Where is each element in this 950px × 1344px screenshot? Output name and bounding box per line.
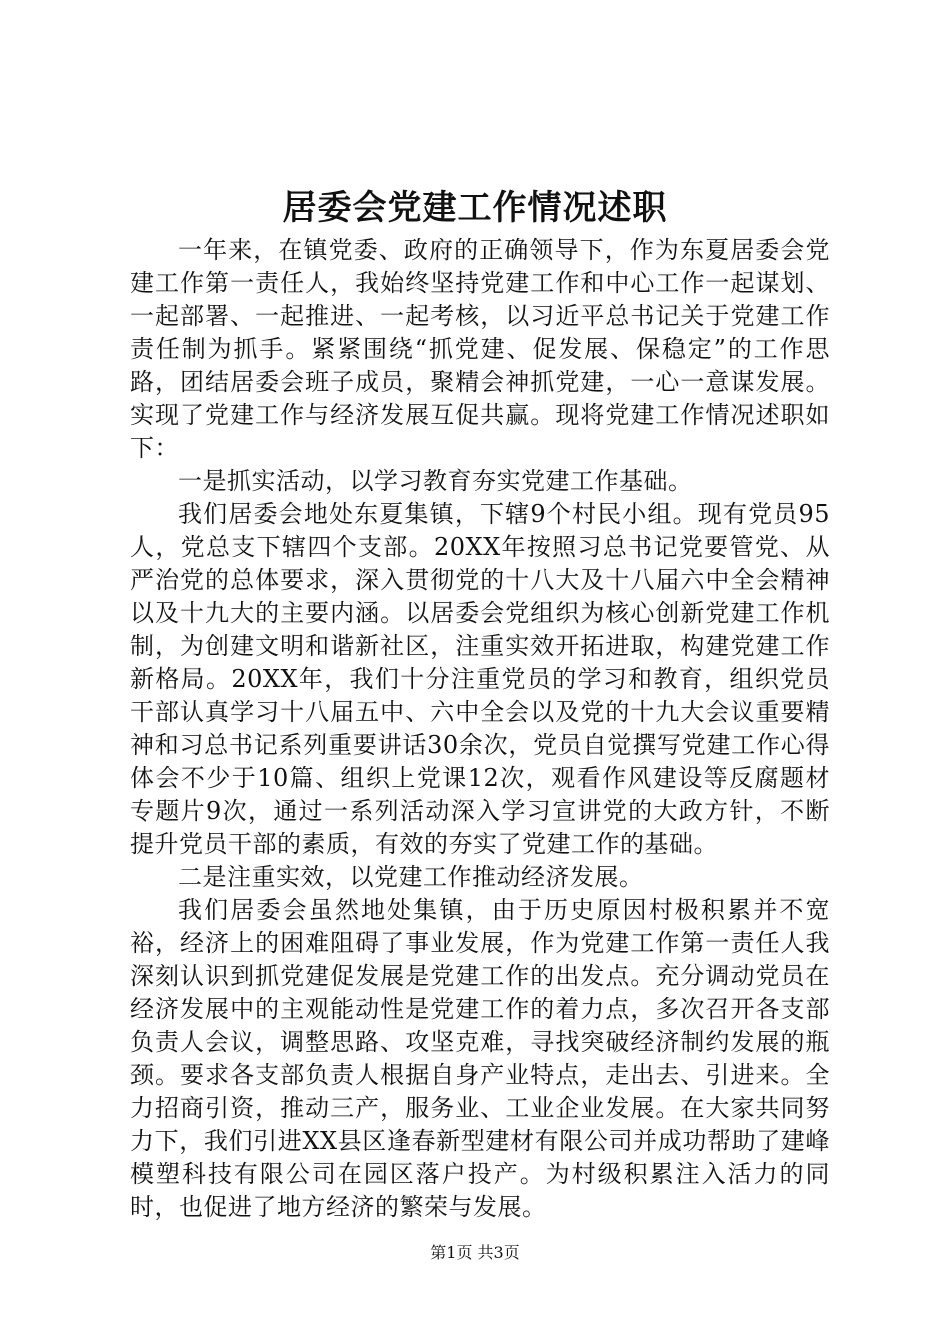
section-heading-one: 一是抓实活动，以学习教育夯实党建工作基础。 (178, 467, 693, 495)
document-body (130, 234, 830, 1224)
document-title: 居委会党建工作情况述职 (282, 188, 668, 228)
section-heading-two: 二是注重实效，以党建工作推动经济发展。 (178, 863, 644, 891)
paragraph-intro: 一年来，在镇党委、政府的正确领导下，作为东夏居委会党建工作第一责任人，我始终坚持党建工作和中心工作一起谋划、一起部署、一起推进、一起考核，以习近平总书记关于党建工作责任制为抓手。紧紧围绕“抓党建、促发展、保稳定”的工作思路，团结居委会班子成员，聚精会神抓党建，一心一意谋发展。实现了党建工作与经济发展互促共赢。现将党建工作情况述职如下： (130, 236, 830, 462)
paragraph-section-one: 我们居委会地处东夏集镇，下辖9个村民小组。现有党员95人，党总支下辖四个支部。20XX年按照习总书记党要管党、从严治党的总体要求，深入贯彻党的十八大及十八届六中全会精神以及十九大的主要内涵。以居委会党组织为核心创新党建工作机制，为创建文明和谐新社区，注重实效开拓进取，构建党建工作新格局。20XX年，我们十分注重党员的学习和教育，组织党员干部认真学习十八届五中、六中全会以及党的十九大会议重要精神和习总书记系列重要讲话30余次，党员自觉撰写党建工作心得体会不少于10篇、组织上党课12次，观看作风建设等反腐题材专题片9次，通过一系列活动深入学习宣讲党的大政方针，不断提升党员干部的素质，有效的夯实了党建工作的基础。 (130, 500, 830, 858)
paragraph-section-two: 我们居委会虽然地处集镇，由于历史原因村极积累并不宽裕，经济上的困难阻碍了事业发展，作为党建工作第一责任人我深刻认识到抓党建促发展是党建工作的出发点。充分调动党员在经济发展中的主观能动性是党建工作的着力点，多次召开各支部负责人会议，调整思路、攻坚克难，寻找突破经济制约发展的瓶颈。要求各支部负责人根据自身产业特点，走出去、引进来。全力招商引资，推动三产，服务业、工业企业发展。在大家共同努力下，我们引进XX县区逢春新型建材有限公司并成功帮助了建峰模塑科技有限公司在园区落户投产。为村级积累注入活力的同时，也促进了地方经济的繁荣与发展。 (130, 896, 830, 1221)
page-number-footer: 第1页 共3页 (430, 1243, 520, 1262)
